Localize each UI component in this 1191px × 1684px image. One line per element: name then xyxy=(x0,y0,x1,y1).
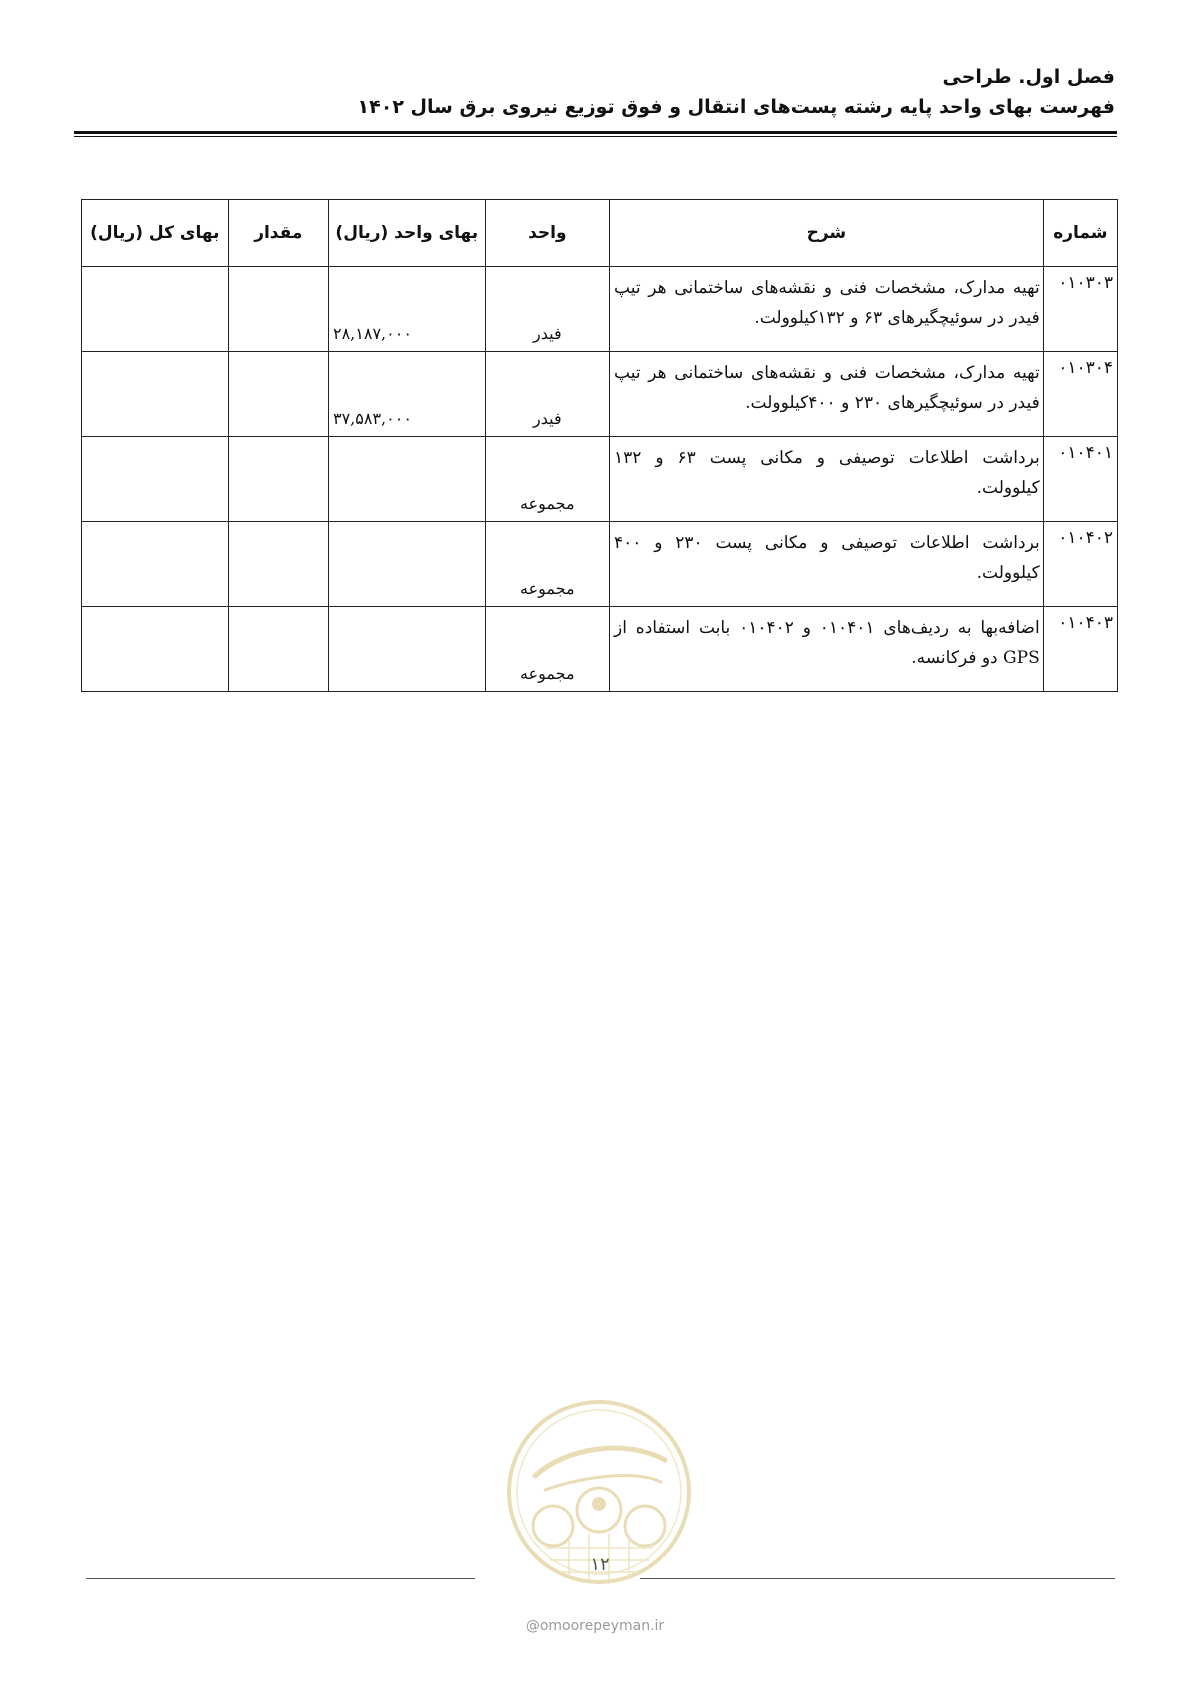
price-list-table xyxy=(81,199,1118,692)
header-unit: واحد xyxy=(485,200,609,267)
row-unit: مجموعه xyxy=(485,607,609,692)
row-number: ۰۱۰۴۰۱ xyxy=(1043,437,1117,522)
row-number: ۰۱۰۴۰۲ xyxy=(1043,522,1117,607)
row-unit-price xyxy=(328,522,485,607)
watermark-site: @omoorepeyman.ir xyxy=(525,1618,665,1634)
row-unit-price xyxy=(328,607,485,692)
header-total-price: بهای کل (ریال) xyxy=(82,200,229,267)
row-description: تهیه مدارک، مشخصات فنی و نقشه‌های ساختمانی هر تیپ فیدر در سوئیچگیرهای ۶۳ و ۱۳۲کیلوولت. xyxy=(610,267,1044,352)
table-header-row xyxy=(82,200,1118,267)
row-total-price xyxy=(82,522,229,607)
row-quantity xyxy=(228,522,328,607)
header-rule-thin xyxy=(74,136,1117,137)
row-unit: مجموعه xyxy=(485,437,609,522)
row-total-price xyxy=(82,437,229,522)
row-quantity xyxy=(228,437,328,522)
row-unit: فیدر xyxy=(485,267,609,352)
row-unit-price: ۲۸,۱۸۷,۰۰۰ xyxy=(328,267,485,352)
row-total-price xyxy=(82,267,229,352)
row-unit-price: ۳۷,۵۸۳,۰۰۰ xyxy=(328,352,485,437)
row-description: اضافه‌بها به ردیف‌های ۰۱۰۴۰۱ و ۰۱۰۴۰۲ بابت استفاده از GPS دو فرکانسه. xyxy=(610,607,1044,692)
page-number: ۱۲ xyxy=(590,1554,610,1575)
header-unit-price: بهای واحد (ریال) xyxy=(328,200,485,267)
footer-rule-right xyxy=(640,1578,1115,1579)
document-subtitle: فهرست بهای واحد پایه رشته پست‌های انتقال و فوق توزیع نیروی برق سال ۱۴۰۲ xyxy=(357,96,1115,118)
row-number: ۰۱۰۳۰۴ xyxy=(1043,352,1117,437)
row-quantity xyxy=(228,607,328,692)
page-header xyxy=(76,62,1115,122)
row-description: برداشت اطلاعات توصیفی و مکانی پست ۲۳۰ و ۴۰۰ کیلوولت. xyxy=(610,522,1044,607)
table-row xyxy=(82,352,1118,437)
table-row xyxy=(82,267,1118,352)
row-unit: مجموعه xyxy=(485,522,609,607)
row-description: تهیه مدارک، مشخصات فنی و نقشه‌های ساختمانی هر تیپ فیدر در سوئیچگیرهای ۲۳۰ و ۴۰۰کیلوولت. xyxy=(610,352,1044,437)
header-quantity: مقدار xyxy=(228,200,328,267)
table-row xyxy=(82,607,1118,692)
header-rule-thick xyxy=(74,131,1117,134)
table-row xyxy=(82,522,1118,607)
header-number: شماره xyxy=(1043,200,1117,267)
row-number: ۰۱۰۴۰۳ xyxy=(1043,607,1117,692)
row-unit: فیدر xyxy=(485,352,609,437)
table-row xyxy=(82,437,1118,522)
header-description: شرح xyxy=(610,200,1044,267)
row-quantity xyxy=(228,267,328,352)
row-unit-price xyxy=(328,437,485,522)
footer-rule-left xyxy=(86,1578,475,1579)
chapter-title: فصل اول. طراحی xyxy=(942,66,1115,88)
row-total-price xyxy=(82,352,229,437)
row-total-price xyxy=(82,607,229,692)
row-description: برداشت اطلاعات توصیفی و مکانی پست ۶۳ و ۱۳۲ کیلوولت. xyxy=(610,437,1044,522)
row-number: ۰۱۰۳۰۳ xyxy=(1043,267,1117,352)
row-quantity xyxy=(228,352,328,437)
